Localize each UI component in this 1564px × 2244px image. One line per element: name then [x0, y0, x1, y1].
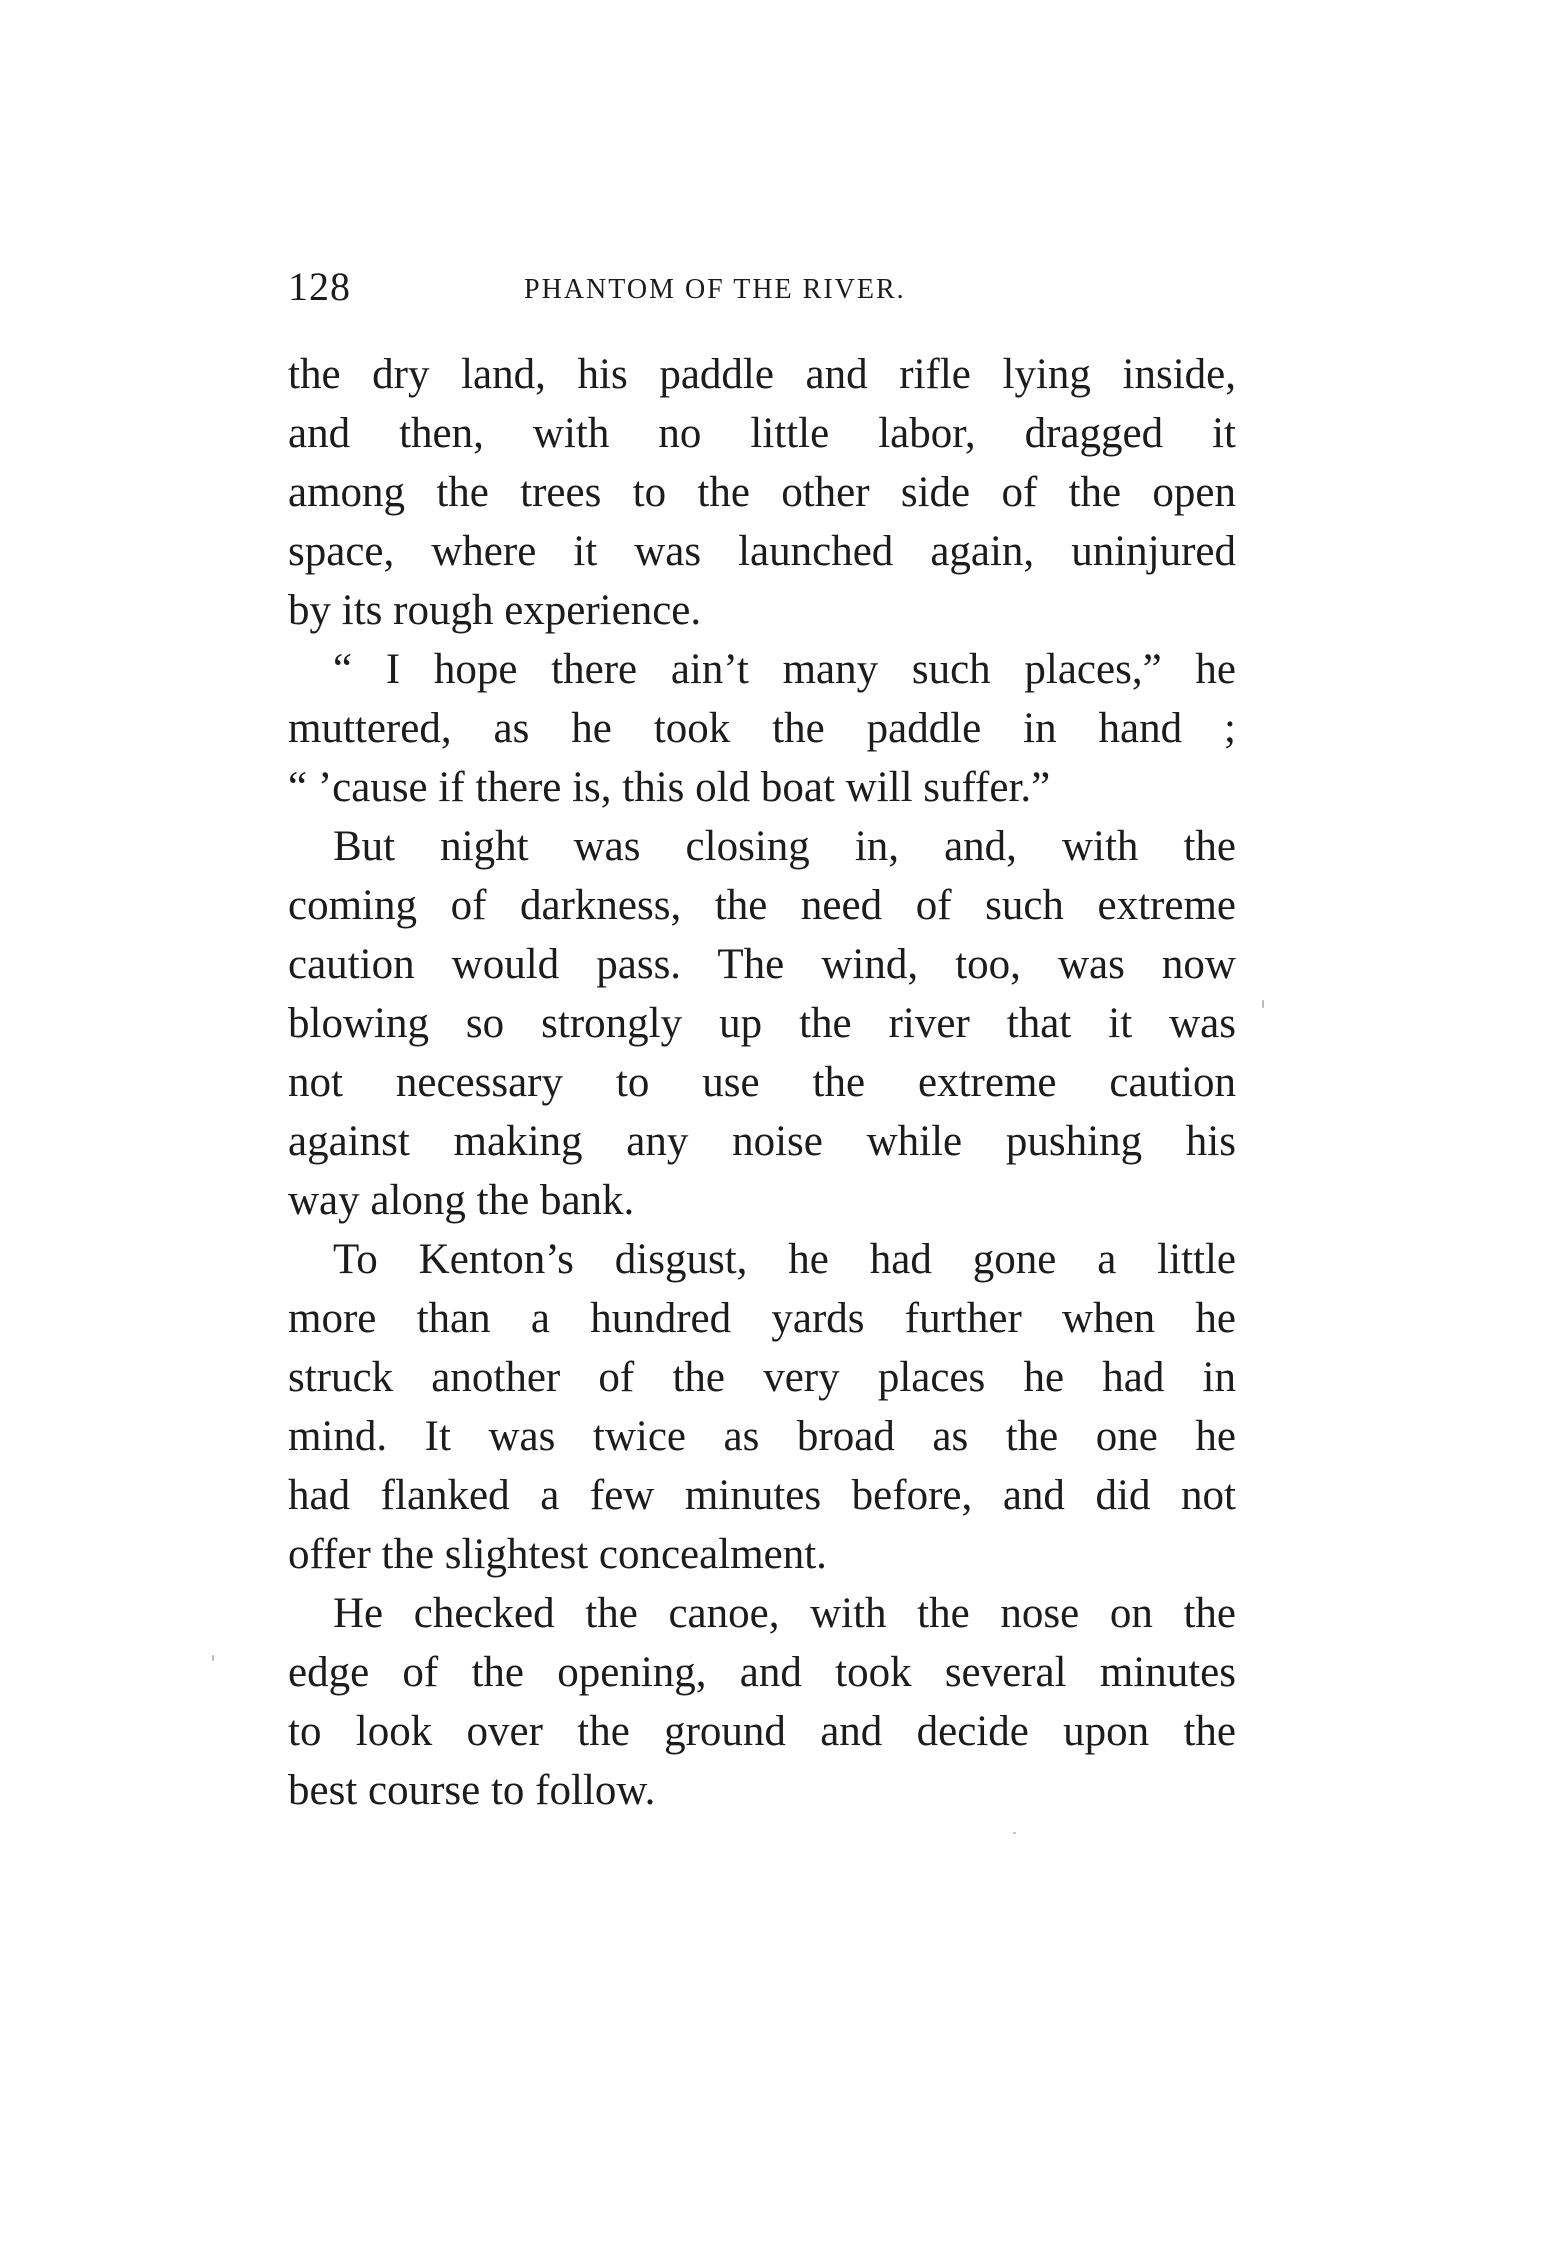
text-line: offer the slightest concealment.	[288, 1531, 827, 1578]
scan-speck	[1013, 1832, 1016, 1834]
text-line: muttered, as he took the paddle in hand ;	[288, 705, 1236, 752]
text-line: to look over the ground and decide upon the	[288, 1708, 1236, 1755]
text-line: against making any noise while pushing his	[288, 1118, 1236, 1165]
text-line: “ I hope there ain’t many such places,” he	[333, 646, 1236, 693]
paragraph	[288, 817, 1236, 1230]
paragraph	[288, 345, 1236, 640]
page-number: 128	[288, 264, 351, 309]
text-line: “ ’cause if there is, this old boat will suffer.”	[288, 764, 1051, 811]
text-line: He checked the canoe, with the nose on the	[333, 1590, 1236, 1637]
text-line: blowing so strongly up the river that it was	[288, 1000, 1236, 1047]
text-line: caution would pass. The wind, too, was now	[288, 941, 1236, 988]
scan-speck	[1262, 1000, 1264, 1008]
text-line: the dry land, his paddle and rifle lying inside,	[288, 351, 1236, 398]
paragraph	[288, 1584, 1236, 1820]
text-line: and then, with no little labor, dragged it	[288, 410, 1236, 457]
text-line: coming of darkness, the need of such extreme	[288, 882, 1236, 929]
text-line: edge of the opening, and took several minutes	[288, 1649, 1236, 1696]
text-line: struck another of the very places he had in	[288, 1354, 1236, 1401]
text-line: To Kenton’s disgust, he had gone a little	[333, 1236, 1236, 1283]
paragraph	[288, 640, 1236, 817]
text-line: best course to follow.	[288, 1767, 656, 1814]
text-line: had flanked a few minutes before, and did not	[288, 1472, 1236, 1519]
text-line: way along the bank.	[288, 1177, 635, 1224]
page-header	[288, 262, 1236, 312]
scan-speck	[212, 1655, 214, 1661]
body-text	[288, 345, 1236, 1820]
text-line: But night was closing in, and, with the	[333, 823, 1236, 870]
text-line: mind. It was twice as broad as the one he	[288, 1413, 1236, 1460]
text-line: not necessary to use the extreme caution	[288, 1059, 1236, 1106]
text-line: space, where it was launched again, uninjured	[288, 528, 1236, 575]
text-line: more than a hundred yards further when he	[288, 1295, 1236, 1342]
paragraph	[288, 1230, 1236, 1584]
running-title: PHANTOM OF THE RIVER.	[524, 274, 906, 305]
text-line: among the trees to the other side of the open	[288, 469, 1236, 516]
text-line: by its rough experience.	[288, 587, 702, 634]
